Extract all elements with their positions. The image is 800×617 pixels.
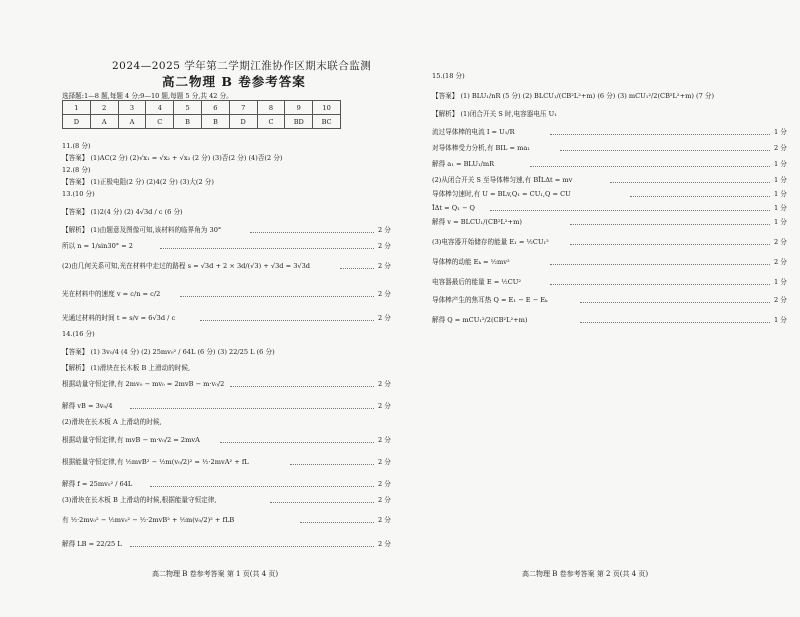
q15-line: 导体棒匀速时,有 U = BLv,Q₁ = CU₁,Q = CU <box>432 190 571 198</box>
dot-leader <box>550 134 770 135</box>
q15-line: ĪΔt = Q₁ − Q <box>432 204 475 212</box>
dot-leader <box>570 224 770 225</box>
page-footer: 高二物理 B 卷参考答案 第 1 页(共 4 页) <box>152 570 279 578</box>
dot-leader <box>290 464 374 465</box>
dot-leader <box>550 284 770 285</box>
score: 1 分 <box>774 128 787 136</box>
dot-leader <box>580 322 770 323</box>
score: 2 分 <box>378 496 391 504</box>
q13-line: 【解析】 (1)由题意及图像可知,该材料的临界角为 30° <box>62 226 222 234</box>
score: 2 分 <box>378 380 391 388</box>
table-cell: C <box>257 115 285 129</box>
table-answer-row <box>63 115 341 129</box>
q14-heading: 14.(16 分) <box>62 330 95 338</box>
table-cell: 7 <box>229 101 257 115</box>
q14-line: 根据动量守恒定律,有 2mv₀ − mv₀ = 2mvB − m·v₀/2 <box>62 380 225 388</box>
dot-leader <box>130 408 374 409</box>
table-cell: 3 <box>118 101 146 115</box>
table-cell: 2 <box>90 101 118 115</box>
choice-answer-table <box>62 100 341 129</box>
table-cell: 10 <box>313 101 341 115</box>
score: 2 分 <box>378 226 391 234</box>
score: 1 分 <box>774 218 787 226</box>
dot-leader <box>160 248 374 249</box>
q15-line: 解得 a₁ = BLU₁/mR <box>432 160 495 168</box>
table-cell: BC <box>313 115 341 129</box>
dot-leader <box>130 546 374 547</box>
q14-line: (3)滑块在长木板 B 上滑动的时候,根据能量守恒定律, <box>62 496 217 504</box>
dot-leader <box>150 486 374 487</box>
dot-leader <box>610 182 770 183</box>
q15-line: 导体棒产生的焦耳热 Q = E₁ − E − Eₖ <box>432 296 548 304</box>
table-cell: A <box>90 115 118 129</box>
page-2 <box>410 0 800 617</box>
dot-leader <box>490 210 770 211</box>
dot-leader <box>230 386 374 387</box>
q15-line: (2)从闭合开关 S 至导体棒匀速,有 BĪLΔt = mv <box>432 176 573 184</box>
table-cell: 6 <box>201 101 229 115</box>
table-cell: 9 <box>285 101 313 115</box>
q11-heading: 11.(8 分) <box>62 142 91 150</box>
dot-leader <box>270 502 374 503</box>
q12-answer: 【答案】 (1)正极电阻(2 分) (2)4(2 分) (3)大(2 分) <box>62 178 214 186</box>
q15-line: 导体棒的动能 Eₖ = ½mv² <box>432 258 510 266</box>
dot-leader <box>200 320 374 321</box>
q15-answer: 【答案】 (1) BLU₁/nR (5 分) (2) BLCU₁/(CB²L²+m) (6 分) (3) mCU₁²/2(CB²L²+m) (7 分) <box>432 92 715 100</box>
table-cell: B <box>201 115 229 129</box>
dot-leader <box>530 166 770 167</box>
q15-line: 解得 Q = mCU₁²/2(CB²L²+m) <box>432 316 528 324</box>
q14-line: 有 ½·2mv₀² − ½mv₀² − ½·2mvB² + ½m(v₀/2)² + fLB <box>62 516 235 524</box>
score: 2 分 <box>378 436 391 444</box>
dot-leader <box>180 296 374 297</box>
dot-leader <box>250 232 374 233</box>
q14-line: 根据动量守恒定律,有 mvB − m·v₀/2 = 2mvA <box>62 436 200 444</box>
score: 2 分 <box>378 242 391 250</box>
score: 1 分 <box>774 204 787 212</box>
q15-line: 解得 v = BLCU₁/(CB²L²+m) <box>432 218 522 226</box>
q14-answer: 【答案】 (1) 3v₀/4 (4 分) (2) 25mv₀² / 64L (6 分) (3) 22/25 L (6 分) <box>62 348 275 356</box>
score: 2 分 <box>378 458 391 466</box>
q11-answer: 【答案】 (1)AC(2 分) (2)√x₁ = √x₂ + √x₃ (2 分) (3)否(2 分) (4)否(2 分) <box>62 154 283 162</box>
table-cell: 4 <box>146 101 174 115</box>
q15-line: 对导体棒受力分析,有 BIL = ma₁ <box>432 144 530 152</box>
score: 2 分 <box>378 314 391 322</box>
dot-leader <box>560 150 770 151</box>
q12-heading: 12.(8 分) <box>62 166 91 174</box>
table-cell: C <box>146 115 174 129</box>
table-cell: 8 <box>257 101 285 115</box>
page-footer: 高二物理 B 卷参考答案 第 2 页(共 4 页) <box>522 570 649 578</box>
score: 2 分 <box>378 480 391 488</box>
choice-intro: 选择题:1—8 题,每题 4 分;9—10 题,每题 5 分,共 42 分。 <box>62 92 233 100</box>
q13-line: 光在材料中的速度 v = c/n = c/2 <box>62 290 161 298</box>
q15-line: 【解析】 (1)闭合开关 S 时,电容器电压 U₁ <box>432 110 557 118</box>
table-cell: 1 <box>63 101 91 115</box>
table-header-row <box>63 101 341 115</box>
answer-key-title: 高二物理 B 卷参考答案 <box>162 74 306 89</box>
dot-leader <box>300 522 374 523</box>
exam-title: 2024—2025 学年第二学期江淮协作区期末联合监测 <box>112 60 372 72</box>
dot-leader <box>550 264 770 265</box>
dot-leader <box>570 244 770 245</box>
score: 2 分 <box>378 262 391 270</box>
dot-leader <box>340 268 374 269</box>
q13-line: 所以 n = 1/sin30° = 2 <box>62 242 134 250</box>
score: 1 分 <box>774 190 787 198</box>
table-cell: 5 <box>174 101 202 115</box>
q14-line: 【解析】 (1)滑块在长木板 B 上滑动的时候, <box>62 364 191 372</box>
q14-line: 解得 vB = 3v₀/4 <box>62 402 113 410</box>
q14-line: 解得 LB = 22/25 L <box>62 540 122 548</box>
score: 2 分 <box>378 402 391 410</box>
q13-line: 光通过材料的时间 t = s/v = 6√3d / c <box>62 314 176 322</box>
q14-line: 根据能量守恒定律,有 ½mvB² − ½m(v₀/2)² = ½·2mvA² + fL <box>62 458 249 466</box>
q13-line: (2)由几何关系可知,光在材料中走过的路程 s = √3d + 2 × 3d/(√3) + √3d = 3√3d <box>62 262 311 270</box>
score: 1 分 <box>774 160 787 168</box>
dot-leader <box>580 302 770 303</box>
score: 2 分 <box>774 144 787 152</box>
table-cell: A <box>118 115 146 129</box>
score: 2 分 <box>774 258 787 266</box>
q15-line: 电容器最后的能量 E = ½CU² <box>432 278 522 286</box>
score: 2 分 <box>378 290 391 298</box>
q14-line: 解得 f = 25mv₀² / 64L <box>62 480 133 488</box>
dot-leader <box>630 196 770 197</box>
score: 2 分 <box>774 238 787 246</box>
q14-line: (2)滑块在长木板 A 上滑动的时候, <box>62 418 162 426</box>
score: 2 分 <box>378 540 391 548</box>
dot-leader <box>220 442 374 443</box>
score: 1 分 <box>774 278 787 286</box>
score: 1 分 <box>774 316 787 324</box>
score: 2 分 <box>774 296 787 304</box>
q15-heading: 15.(18 分) <box>432 72 465 80</box>
table-cell: B <box>174 115 202 129</box>
q13-answer: 【答案】 (1)2(4 分) (2) 4√3d / c (6 分) <box>62 208 183 216</box>
q15-line: 流过导体棒的电流 I = U₁/R <box>432 128 515 136</box>
q13-heading: 13.(10 分) <box>62 190 95 198</box>
score: 1 分 <box>774 176 787 184</box>
table-cell: BD <box>285 115 313 129</box>
table-cell: D <box>63 115 91 129</box>
q15-line: (3)电容器开始储存的能量 E₁ = ½CU₁² <box>432 238 549 246</box>
table-cell: D <box>229 115 257 129</box>
score: 2 分 <box>378 516 391 524</box>
